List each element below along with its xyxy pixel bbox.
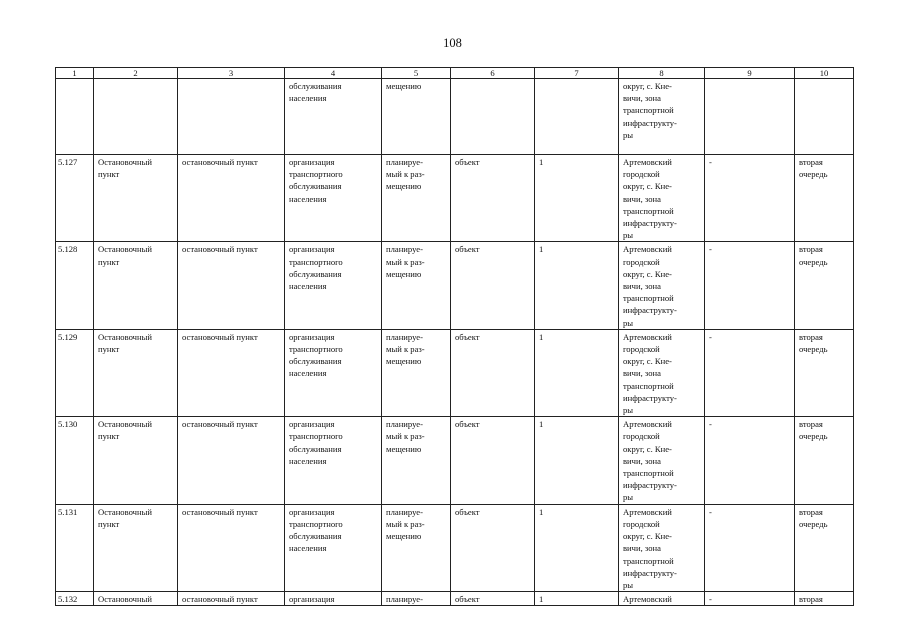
table-cell: объект: [451, 504, 535, 591]
table-cell: остановочный пункт: [178, 155, 285, 242]
table-cell: остановочный пункт: [178, 417, 285, 504]
table-cell: [451, 79, 535, 155]
table-cell: Остановочный: [94, 592, 178, 606]
table-cell: планируе- мый к раз- мещению: [382, 155, 451, 242]
table-cell: 8: [619, 68, 705, 79]
table-cell: организация транспортного обслуживания населения: [285, 155, 382, 242]
table-cell: 3: [178, 68, 285, 79]
table-cell: планируе- мый к раз- мещению: [382, 417, 451, 504]
table-cell: 1: [56, 68, 94, 79]
table-cell: 9: [705, 68, 795, 79]
table-cell: 1: [535, 592, 619, 606]
page-number: 108: [443, 36, 462, 50]
table-header-row: [56, 68, 854, 79]
table-cell: планируе- мый к раз- мещению: [382, 504, 451, 591]
table-row: [56, 329, 854, 416]
table-cell: организация транспортного обслуживания населения: [285, 329, 382, 416]
table-cell: организация транспортного обслуживания населения: [285, 504, 382, 591]
table-cell: вторая очередь: [795, 155, 854, 242]
table-cell: остановочный пункт: [178, 592, 285, 606]
table-cell: вторая: [795, 592, 854, 606]
table-cell: объект: [451, 592, 535, 606]
table-cell: Остановочный пункт: [94, 417, 178, 504]
table-cell: Артемовский городской округ, с. Кне- вичи, зона транспортной инфраструкту- ры: [619, 504, 705, 591]
table-cell: Остановочный пункт: [94, 242, 178, 329]
data-table: [55, 67, 854, 606]
table-cell: 1: [535, 504, 619, 591]
table-cell: организация транспортного обслуживания населения: [285, 417, 382, 504]
table-row: [56, 242, 854, 329]
table-cell: Артемовский городской округ, с. Кне- вичи, зона транспортной инфраструкту- ры: [619, 417, 705, 504]
table-cell: [178, 79, 285, 155]
table-cell: Артемовский городской округ, с. Кне- вичи, зона транспортной инфраструкту- ры: [619, 242, 705, 329]
table-cell: Артемовский: [619, 592, 705, 606]
table-row: [56, 155, 854, 242]
table-cell: планируе- мый к раз- мещению: [382, 242, 451, 329]
table-cell: организация: [285, 592, 382, 606]
table-cell: [795, 79, 854, 155]
table-cell: объект: [451, 242, 535, 329]
table-cell: 5: [382, 68, 451, 79]
table-cell: планируе-: [382, 592, 451, 606]
table-row: [56, 504, 854, 591]
table-cell: 2: [94, 68, 178, 79]
table-cell: -: [705, 329, 795, 416]
table-cell: планируе- мый к раз- мещению: [382, 329, 451, 416]
table-cell: 5.129: [56, 329, 94, 416]
table-cell: Остановочный пункт: [94, 329, 178, 416]
table-cell: 5.132: [56, 592, 94, 606]
table-cell: [56, 79, 94, 155]
table-cell: 10: [795, 68, 854, 79]
table-cell: объект: [451, 417, 535, 504]
table-cell: мещению: [382, 79, 451, 155]
table-cell: 5.128: [56, 242, 94, 329]
table-cell: -: [705, 417, 795, 504]
table-cell: вторая очередь: [795, 242, 854, 329]
table-cell: 4: [285, 68, 382, 79]
table-cell: 5.130: [56, 417, 94, 504]
table-cell: остановочный пункт: [178, 329, 285, 416]
table-cell: 7: [535, 68, 619, 79]
table-cell: вторая очередь: [795, 329, 854, 416]
table-cell: Остановочный пункт: [94, 155, 178, 242]
table-cell: объект: [451, 155, 535, 242]
table-cell: обслуживания населения: [285, 79, 382, 155]
table-cell: [94, 79, 178, 155]
table-cell: -: [705, 242, 795, 329]
table-cell: 1: [535, 329, 619, 416]
table-cell: объект: [451, 329, 535, 416]
table-cell: -: [705, 504, 795, 591]
table-cell: 1: [535, 242, 619, 329]
table-cell: 1: [535, 417, 619, 504]
table-cell: остановочный пункт: [178, 242, 285, 329]
table-cell: 5.131: [56, 504, 94, 591]
table-cell: округ, с. Кне- вичи, зона транспортной инфраструкту- ры: [619, 79, 705, 155]
table-cell: Артемовский городской округ, с. Кне- вичи, зона транспортной инфраструкту- ры: [619, 329, 705, 416]
table-row-continuation: [56, 79, 854, 155]
table-cell: [535, 79, 619, 155]
table-cell: остановочный пункт: [178, 504, 285, 591]
table-row: [56, 592, 854, 606]
table-cell: Артемовский городской округ, с. Кне- вичи, зона транспортной инфраструкту- ры: [619, 155, 705, 242]
table-cell: -: [705, 155, 795, 242]
table-cell: 5.127: [56, 155, 94, 242]
table-cell: 6: [451, 68, 535, 79]
table-cell: 1: [535, 155, 619, 242]
table-cell: Остановочный пункт: [94, 504, 178, 591]
table-cell: -: [705, 592, 795, 606]
table-row: [56, 417, 854, 504]
table-cell: вторая очередь: [795, 417, 854, 504]
table-cell: [705, 79, 795, 155]
table-cell: вторая очередь: [795, 504, 854, 591]
table-cell: организация транспортного обслуживания населения: [285, 242, 382, 329]
